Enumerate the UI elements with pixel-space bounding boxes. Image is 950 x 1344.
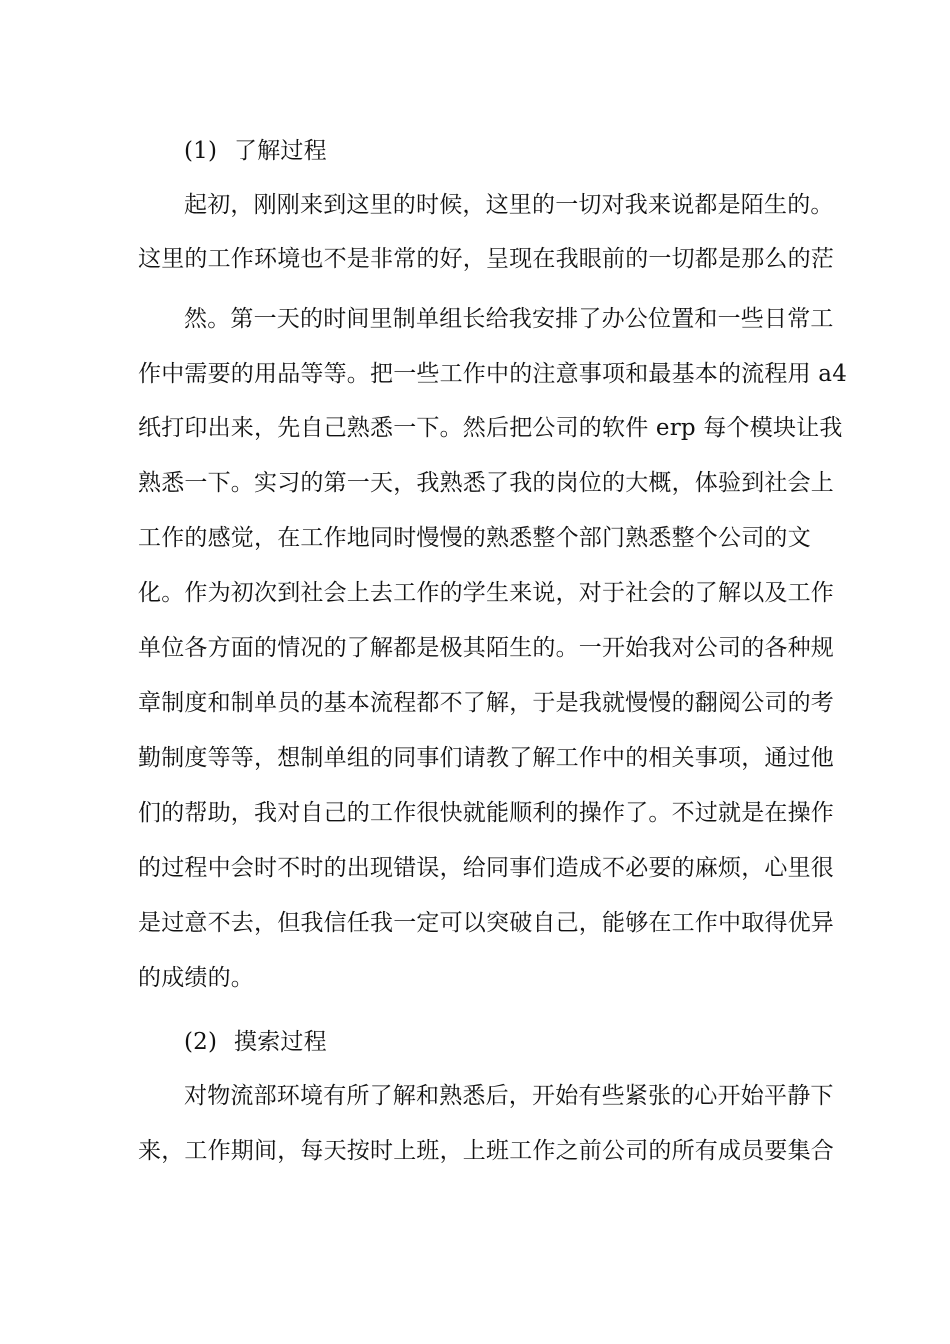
paragraph-line: 起初，刚刚来到这里的时候，这里的一切对我来说都是陌生的。 (184, 192, 834, 218)
paragraph-line: 对物流部环境有所了解和熟悉后，开始有些紧张的心开始平静下 (184, 1083, 834, 1109)
paragraph-line: 然。第一天的时间里制单组长给我安排了办公位置和一些日常工 (184, 306, 834, 332)
section-1-title: 了解过程 (234, 138, 327, 164)
section-1-heading (184, 136, 884, 166)
section-2-number: (2) (184, 1029, 218, 1055)
paragraph-line: 的过程中会时不时的出现错误，给同事们造成不必要的麻烦，心里很 (138, 855, 834, 881)
section-2-title: 摸索过程 (234, 1029, 327, 1055)
paragraph-line: 纸打印出来，先自己熟悉一下。然后把公司的软件 erp 每个模块让我 (138, 415, 843, 441)
paragraph-line: 章制度和制单员的基本流程都不了解，于是我就慢慢的翻阅公司的考 (138, 690, 834, 716)
paragraph-line: 勤制度等等，想制单组的同事们请教了解工作中的相关事项，通过他 (138, 745, 834, 771)
paragraph-line: 作中需要的用品等等。把一些工作中的注意事项和最基本的流程用 a4 (138, 361, 848, 387)
paragraph-line: 是过意不去，但我信任我一定可以突破自己，能够在工作中取得优异 (138, 910, 834, 936)
paragraph-line: 化。作为初次到社会上去工作的学生来说，对于社会的了解以及工作 (138, 580, 834, 606)
paragraph-line: 这里的工作环境也不是非常的好，呈现在我眼前的一切都是那么的茫 (138, 246, 834, 272)
paragraph-line: 单位各方面的情况的了解都是极其陌生的。一开始我对公司的各种规 (138, 635, 834, 661)
paragraph-line: 工作的感觉，在工作地同时慢慢的熟悉整个部门熟悉整个公司的文 (138, 525, 811, 551)
paragraph-line: 的成绩的。 (138, 965, 254, 991)
paragraph-line: 们的帮助，我对自己的工作很快就能顺利的操作了。不过就是在操作 (138, 800, 834, 826)
paragraph-line: 熟悉一下。实习的第一天，我熟悉了我的岗位的大概，体验到社会上 (138, 470, 834, 496)
section-2-heading (184, 1027, 884, 1057)
section-1-number: (1) (184, 138, 218, 164)
paragraph-line: 来，工作期间，每天按时上班，上班工作之前公司的所有成员要集合 (138, 1138, 834, 1164)
